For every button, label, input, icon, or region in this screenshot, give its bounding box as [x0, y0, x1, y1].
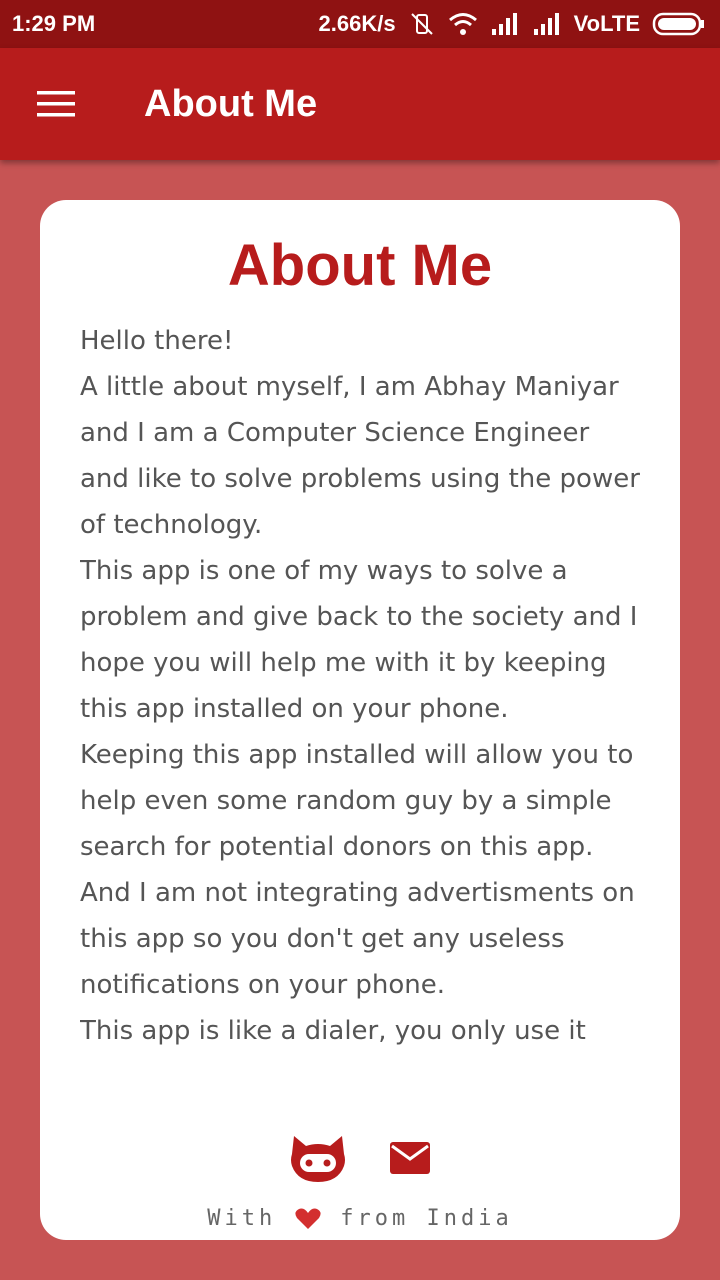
wifi-icon — [448, 11, 478, 37]
menu-button[interactable] — [0, 48, 112, 160]
vibrate-off-icon — [408, 10, 436, 38]
status-bar — [0, 0, 720, 48]
network-speed: 2.66K/s — [318, 11, 396, 36]
github-icon[interactable] — [288, 1132, 348, 1184]
contact-links — [40, 1130, 680, 1186]
email-icon[interactable] — [388, 1140, 432, 1176]
battery-icon — [652, 12, 706, 36]
heart-icon — [294, 1207, 322, 1231]
footer-suffix: from India — [340, 1206, 513, 1231]
about-text[interactable]: Hello there! A little about myself, I am Abhay Maniyar and I am a Computer Science Engineer and like to solve problems using the power of technology. This app is one of my ways to solve a problem and give back to the society and I hope you will help me with it by keeping this app installed on your phone. Keeping this app installed will allow you to help even some random guy by a simple search for potential donors on this app. And I am not integrating advertisments on this app so you don't get any useless notifications on your phone. This app is like a dialer, you only use it — [80, 326, 640, 1046]
footer-prefix: With — [207, 1206, 277, 1231]
footer — [40, 1206, 680, 1231]
status-icons — [319, 10, 706, 38]
card-title: About Me — [227, 233, 493, 298]
signal-icon — [532, 12, 562, 36]
hamburger-menu-icon — [36, 89, 76, 119]
about-card — [40, 200, 680, 1240]
signal-icon — [490, 12, 520, 36]
app-bar — [0, 48, 720, 160]
carrier-label: VoLTE — [573, 11, 640, 36]
status-time: 1:29 PM — [12, 11, 96, 36]
app-bar-title: About Me — [144, 82, 318, 125]
